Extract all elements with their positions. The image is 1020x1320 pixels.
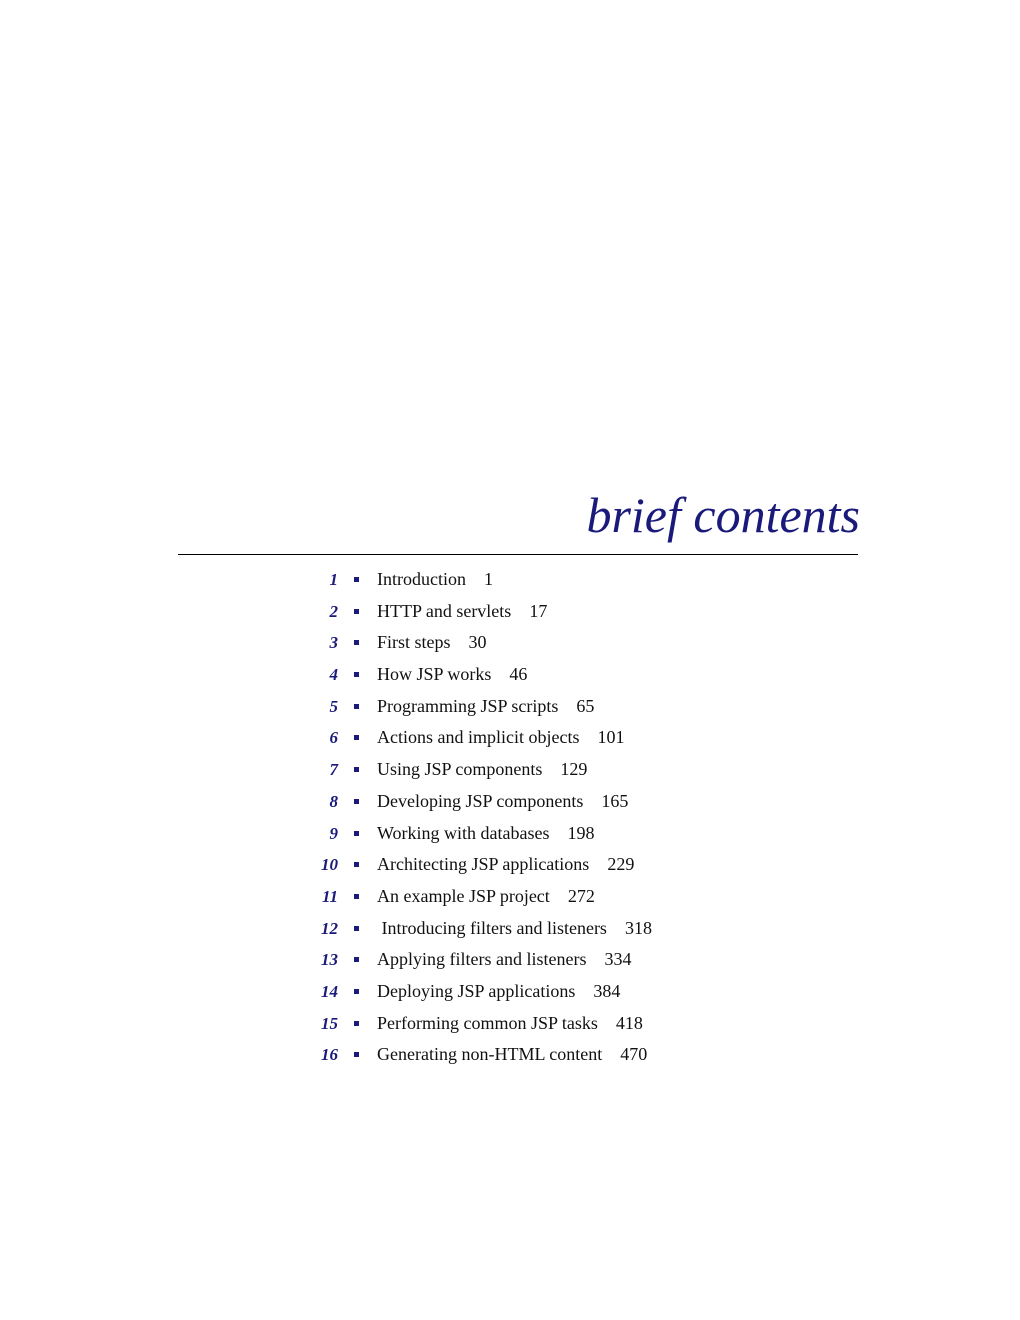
chapter-title[interactable] xyxy=(377,596,547,628)
chapter-title-text: Architecting JSP applications xyxy=(377,854,590,875)
chapter-number: 16 xyxy=(321,1045,338,1065)
page-number: 101 xyxy=(597,727,625,748)
chapter-number: 6 xyxy=(329,728,338,748)
chapter-title[interactable] xyxy=(377,564,493,596)
page-number: 198 xyxy=(567,822,595,843)
chapter-number: 2 xyxy=(329,601,338,621)
bullet-icon xyxy=(354,831,359,836)
toc-entry[interactable] xyxy=(300,913,860,945)
chapter-title[interactable] xyxy=(377,1008,643,1040)
chapter-number: 9 xyxy=(329,823,338,843)
page-number: 272 xyxy=(567,885,595,906)
chapter-title-text: Applying filters and listeners xyxy=(377,949,587,970)
toc-entry[interactable] xyxy=(300,976,860,1008)
chapter-number: 5 xyxy=(329,696,338,716)
bullet-icon xyxy=(354,640,359,645)
chapter-title[interactable] xyxy=(377,627,487,659)
bullet-icon xyxy=(354,672,359,677)
chapter-number: 15 xyxy=(321,1013,338,1033)
title-rule xyxy=(178,554,858,555)
chapter-title[interactable] xyxy=(377,944,631,976)
chapter-number: 10 xyxy=(321,855,338,875)
toc-entry[interactable] xyxy=(300,818,860,850)
chapter-title[interactable] xyxy=(377,913,652,945)
toc-entry[interactable] xyxy=(300,1039,860,1071)
chapter-title-text: Introduction xyxy=(377,569,466,589)
page-number: 17 xyxy=(529,600,548,621)
chapter-number: 8 xyxy=(329,791,338,811)
bullet-icon xyxy=(354,989,359,994)
chapter-title-text: Actions and implicit objects xyxy=(377,727,580,748)
page-number: 65 xyxy=(576,695,595,716)
chapter-title-text: Working with databases xyxy=(377,822,550,843)
chapter-title[interactable] xyxy=(377,659,527,691)
page-number: 30 xyxy=(468,632,487,653)
page-number: 46 xyxy=(509,664,528,685)
bullet-icon xyxy=(354,1021,359,1026)
toc-entry[interactable] xyxy=(300,754,860,786)
toc-entry[interactable] xyxy=(300,1008,860,1040)
toc-list xyxy=(300,564,860,1071)
toc-entry[interactable] xyxy=(300,849,860,881)
page-number: 470 xyxy=(620,1044,648,1065)
chapter-title[interactable] xyxy=(377,1039,647,1071)
chapter-title-text: Using JSP components xyxy=(377,759,543,780)
chapter-number: 1 xyxy=(329,570,338,589)
page-number: 384 xyxy=(593,980,621,1001)
page-title: brief contents xyxy=(586,487,860,543)
toc-entry[interactable] xyxy=(300,627,860,659)
page-number: 1 xyxy=(483,569,493,589)
page-number: 334 xyxy=(604,949,632,970)
chapter-title-text: An example JSP project xyxy=(377,885,550,906)
chapter-title-text: Programming JSP scripts xyxy=(377,695,559,716)
bullet-icon xyxy=(354,957,359,962)
chapter-title[interactable] xyxy=(377,722,624,754)
bullet-icon xyxy=(354,735,359,740)
chapter-number: 13 xyxy=(321,950,338,970)
page-number: 129 xyxy=(560,759,588,780)
chapter-title[interactable] xyxy=(377,754,587,786)
chapter-title-text: First steps xyxy=(377,632,451,653)
toc-entry[interactable] xyxy=(300,596,860,628)
bullet-icon xyxy=(354,704,359,709)
page-number: 418 xyxy=(615,1012,643,1033)
page-number: 229 xyxy=(607,854,635,875)
chapter-title-text: Deploying JSP applications xyxy=(377,980,576,1001)
toc-entry[interactable] xyxy=(300,691,860,723)
chapter-number: 4 xyxy=(329,665,338,685)
toc-entry[interactable] xyxy=(300,564,860,596)
chapter-title-text: Generating non-HTML content xyxy=(377,1044,603,1065)
toc-entry[interactable] xyxy=(300,944,860,976)
chapter-title[interactable] xyxy=(377,976,620,1008)
bullet-icon xyxy=(354,767,359,772)
chapter-number: 7 xyxy=(329,760,338,780)
page-number: 318 xyxy=(624,917,652,938)
bullet-icon xyxy=(354,926,359,931)
chapter-title-text: Introducing filters and listeners xyxy=(377,917,607,938)
chapter-number: 3 xyxy=(329,633,338,653)
bullet-icon xyxy=(354,1052,359,1057)
chapter-title-text: How JSP works xyxy=(377,664,492,685)
chapter-title[interactable] xyxy=(377,786,628,818)
toc-entry[interactable] xyxy=(300,786,860,818)
chapter-title[interactable] xyxy=(377,881,595,913)
chapter-number: 14 xyxy=(321,981,338,1001)
toc-entry[interactable] xyxy=(300,659,860,691)
page-number: 165 xyxy=(601,790,629,811)
toc-entry[interactable] xyxy=(300,881,860,913)
bullet-icon xyxy=(354,609,359,614)
chapter-title[interactable] xyxy=(377,849,634,881)
chapter-number: 12 xyxy=(321,918,338,938)
toc-entry[interactable] xyxy=(300,722,860,754)
chapter-title-text: HTTP and servlets xyxy=(377,600,512,621)
bullet-icon xyxy=(354,799,359,804)
chapter-title[interactable] xyxy=(377,818,595,850)
chapter-number: 11 xyxy=(321,886,338,906)
bullet-icon xyxy=(354,894,359,899)
bullet-icon xyxy=(354,577,359,582)
chapter-title-text: Performing common JSP tasks xyxy=(377,1012,598,1033)
chapter-title[interactable] xyxy=(377,691,594,723)
chapter-title-text: Developing JSP components xyxy=(377,790,584,811)
bullet-icon xyxy=(354,862,359,867)
